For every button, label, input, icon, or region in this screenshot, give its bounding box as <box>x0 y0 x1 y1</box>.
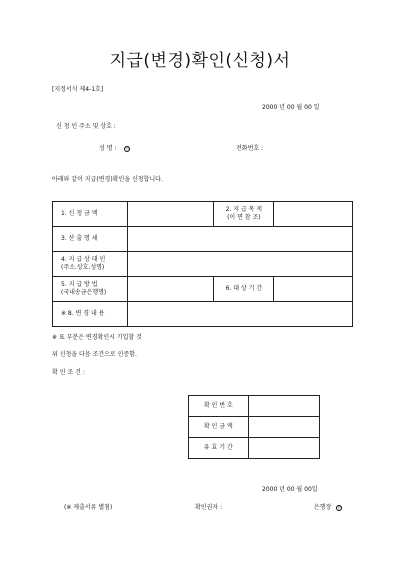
applicant-name-label: 성 명 : <box>99 145 117 152</box>
footer-attachment: (※ 제출서류 별첨) <box>64 504 113 511</box>
footer-confirmer: 확인권자 : <box>195 504 223 511</box>
cell-value-payee[interactable] <box>127 252 352 277</box>
confirm-label-amount: 확 인 금 액 <box>189 417 249 438</box>
cell-value-change[interactable] <box>127 302 352 327</box>
cell-value-purpose[interactable] <box>274 202 353 227</box>
cell-label-calc: 3. 산 출 명 세 <box>53 227 128 252</box>
cell-value-amount[interactable] <box>127 202 214 227</box>
form-title: 지급(변경)확인(신청)서 <box>109 51 291 71</box>
applicant-phone-label: 전화번호 : <box>236 145 264 152</box>
applicant-address-label: 신 청 인 주소 및 상호 : <box>56 123 116 130</box>
footer-bank-manager <box>314 504 342 512</box>
cell-label-purpose: 2. 지 급 목 적 (이 면 참 조) <box>214 202 274 227</box>
confirm-table <box>188 395 320 459</box>
cell-value-calc[interactable] <box>127 227 352 252</box>
seal-icon: 인 <box>125 145 130 151</box>
main-form-table <box>52 201 353 327</box>
date-bottom: 2000 년 00 월 00일 <box>262 486 318 493</box>
cell-label-period: 6. 대 상 기 간 <box>214 277 274 302</box>
confirm-value-amount[interactable] <box>248 417 319 438</box>
footer-bank-manager-label: 은행장 <box>314 504 332 511</box>
seal-icon: 인 <box>337 504 342 510</box>
cell-label-method: 5. 지 급 방 법 (국내송금은행명) <box>53 277 128 302</box>
cell-label-payee: 4. 지 급 상 대 인 (주소.상호.성명) <box>53 252 128 277</box>
note-text: ※ 표 부분은 변경확인시 기입할 것 <box>52 334 142 341</box>
condition-label: 확 인 조 건 : <box>52 369 85 376</box>
date-top: 2000 년 00 월 00 일 <box>262 104 320 111</box>
intro-text: 아래와 같이 지급(변경)확인을 신청합니다. <box>52 176 163 183</box>
form-number: [지정서식 제4-1호] <box>52 86 104 93</box>
cell-label-amount: 1. 신 청 금 액 <box>53 202 128 227</box>
cell-value-method[interactable] <box>127 277 214 302</box>
confirm-value-period[interactable] <box>248 438 319 459</box>
confirm-label-period: 유 효 기 간 <box>189 438 249 459</box>
cell-value-period[interactable] <box>274 277 353 302</box>
condition-text: 위 신청을 다음 조건으로 인증함. <box>52 351 137 358</box>
applicant-name-row <box>99 145 130 153</box>
cell-label-change: ※ 8. 변 경 내 용 <box>53 302 128 327</box>
confirm-value-number[interactable] <box>248 396 319 417</box>
confirm-label-number: 확 인 번 호 <box>189 396 249 417</box>
